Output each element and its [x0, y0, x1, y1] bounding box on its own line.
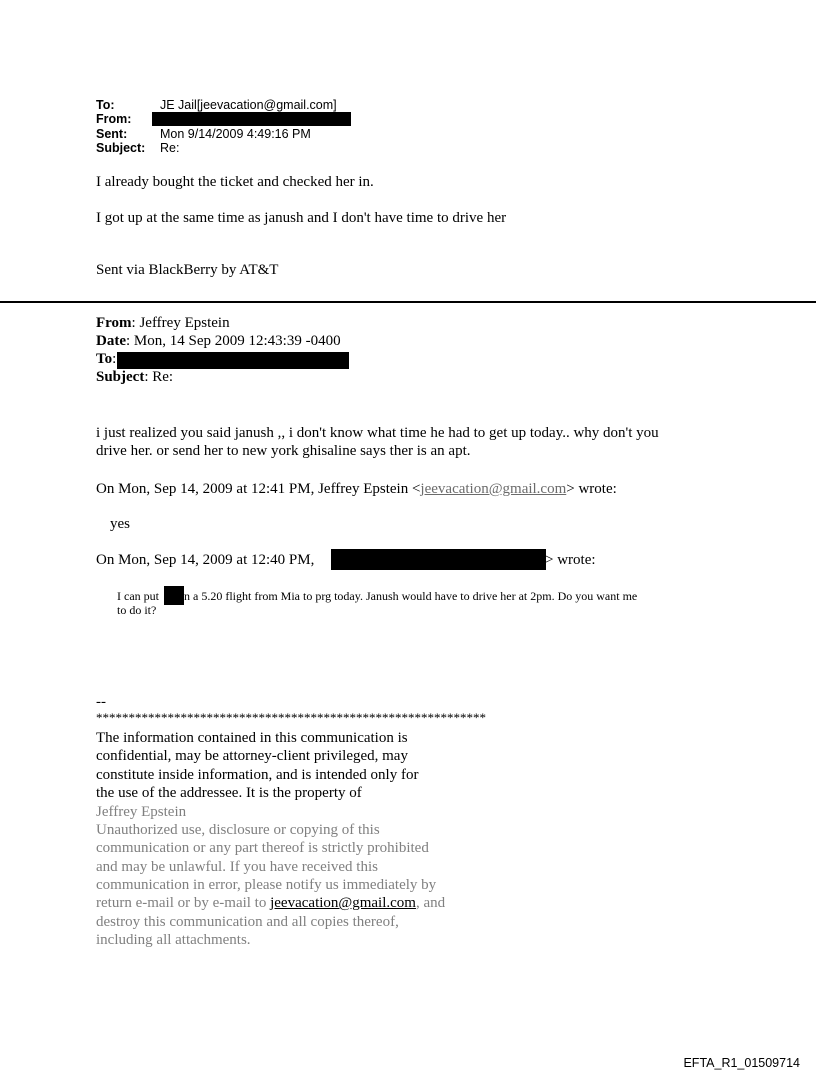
redaction-to	[117, 352, 349, 369]
section-divider	[0, 301, 816, 303]
quoted-subject-value: : Re:	[144, 369, 174, 385]
document-id: EFTA_R1_01509714	[683, 1056, 800, 1070]
disclaimer-gray-line-1: Jeffrey Epstein	[96, 804, 187, 820]
quoted-subject-row	[96, 368, 173, 386]
from-label: From:	[96, 112, 132, 126]
disclaimer-return-line	[96, 894, 445, 912]
disclaimer-black-line-1: The information contained in this communication is	[96, 730, 408, 746]
header-to-row	[96, 98, 115, 112]
quote2-prefix: On Mon, Sep 14, 2009 at 12:40 PM,	[96, 552, 315, 568]
disclaimer-gray-tail-2: including all attachments.	[96, 932, 251, 948]
yes-text: yes	[110, 516, 130, 532]
return-suffix: , and	[415, 895, 446, 911]
quoted-to-label: To	[96, 351, 113, 367]
quoted-from-row	[96, 314, 230, 332]
quote1-prefix: On Mon, Sep 14, 2009 at 12:41 PM, Jeffrey Epstein <	[96, 481, 421, 497]
disclaimer-gray-line-2: Unauthorized use, disclosure or copying of this	[96, 822, 380, 838]
sent-value: Mon 9/14/2009 4:49:16 PM	[160, 127, 311, 141]
quoted-date-label: Date	[96, 333, 126, 349]
inner-line-2: to do it?	[117, 603, 157, 617]
subject-label: Subject:	[96, 141, 146, 155]
reply-signature: Sent via BlackBerry by AT&T	[96, 262, 279, 278]
quoted-date-row	[96, 332, 341, 350]
to-label: To:	[96, 98, 115, 112]
header-from-row	[96, 112, 131, 126]
reply-line-2: I got up at the same time as janush and I don't have time to drive her	[96, 210, 507, 226]
disclaimer-black-line-4: the use of the addressee. It is the property of	[96, 785, 362, 801]
subject-value: Re:	[160, 141, 180, 155]
quote2-suffix: > wrote:	[545, 552, 596, 568]
header-sent-row	[96, 127, 127, 141]
disclaimer-black-line-2: confidential, may be attorney-client privileged, may	[96, 748, 408, 764]
quote1-suffix: > wrote:	[566, 481, 617, 497]
quoted-to-value: :	[112, 351, 117, 367]
reply-line-1: I already bought the ticket and checked her in.	[96, 174, 374, 190]
quote1-email-link[interactable]: jeevacation@gmail.com	[420, 481, 567, 497]
disclaimer-black-line-3: constitute inside information, and is intended only for	[96, 767, 419, 783]
disclaimer-dashes: --	[96, 694, 106, 710]
inner-line-1a: I can put	[117, 589, 159, 603]
to-value: JE Jail[jeevacation@gmail.com]	[160, 98, 337, 112]
redaction-quote2-sender	[331, 549, 546, 570]
quote1-line	[96, 480, 617, 498]
return-email-link[interactable]: jeevacation@gmail.com	[270, 895, 416, 911]
quoted-date-value: : Mon, 14 Sep 2009 12:43:39 -0400	[126, 333, 341, 349]
message-line-1: i just realized you said janush ,, i don't know what time he had to get up today.. why don't you	[96, 425, 659, 441]
disclaimer-gray-tail-1: destroy this communication and all copies thereof,	[96, 914, 399, 930]
quoted-subject-label: Subject	[96, 369, 145, 385]
quoted-to-row	[96, 350, 116, 368]
quoted-from-label: From	[96, 315, 132, 331]
disclaimer-gray-line-5: communication in error, please notify us immediately by	[96, 877, 437, 893]
disclaimer-gray-line-3: communication or any part thereof is strictly prohibited	[96, 840, 429, 856]
inner-line-1b: n a 5.20 flight from Mia to prg today. Janush would have to drive her at 2pm. Do you want me	[184, 589, 638, 603]
redaction-inner-name	[164, 586, 184, 605]
header-subject-row	[96, 141, 145, 155]
redaction-from	[152, 112, 351, 126]
sent-label: Sent:	[96, 127, 128, 141]
message-line-2: drive her. or send her to new york ghisaline says ther is an apt.	[96, 443, 471, 459]
disclaimer-stars: ************************************************************	[96, 710, 486, 725]
disclaimer-gray-line-4: and may be unlawful. If you have received this	[96, 859, 378, 875]
return-prefix: return e-mail or by e-mail to	[96, 895, 271, 911]
quoted-from-value: : Jeffrey Epstein	[131, 315, 230, 331]
